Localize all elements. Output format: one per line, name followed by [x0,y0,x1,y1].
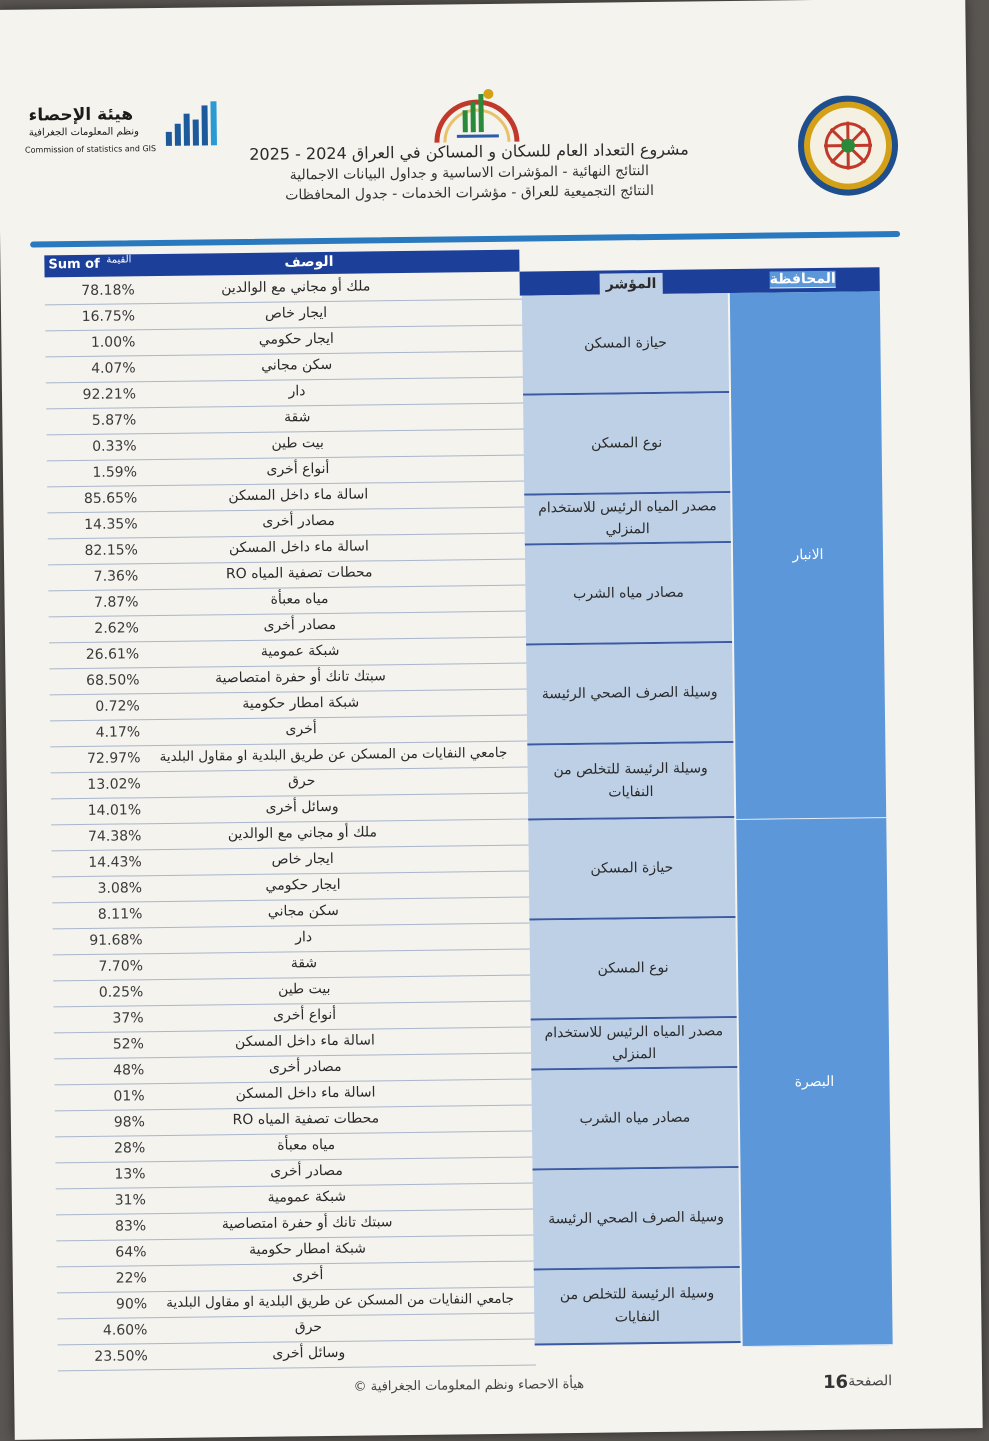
row-description: أنواع أخرى [273,1006,337,1024]
row-value: 26.61% [85,646,140,663]
row-description: مصادر أخرى [263,616,337,634]
row-description: أنواع أخرى [266,460,330,478]
row-description: جامعي النفايات من المسكن عن طريق البلدية او مقاول البلدية [159,744,508,766]
row-value: 2.62% [94,620,139,637]
row-description: شبكة امطار حكومية [242,694,360,713]
row-value: 13% [114,1166,146,1183]
row-description: مصادر أخرى [270,1162,343,1180]
row-description: جامعي النفايات من المسكن عن طريق البلدية او مقاول البلدية [166,1290,515,1311]
header-divider [30,231,900,248]
row-value: 74.38% [87,828,142,845]
row-description: أخرى [285,721,317,738]
indicator-cell: وسيلة الرئيسة للتخلص من النفايات [534,1268,741,1346]
indicator-header: المؤشر [600,273,663,298]
project-title: مشروع التعداد العام للسكان و المساكن في العراق 2024 - 2025 [249,139,689,164]
row-value: 28% [113,1140,146,1157]
row-value: 7.87% [93,594,139,611]
row-description: محطات تصفية المياه RO [225,564,373,583]
row-description: مياه معبأة [270,590,329,608]
page-label: الصفحة [848,1373,893,1390]
row-value: 13.02% [87,776,141,793]
row-value: 01% [113,1088,145,1105]
row-description: وسائل أخرى [272,1344,346,1362]
logo-name-en: Commission of statistics and GIS [24,144,157,155]
row-description: سكن مجاني [267,902,339,920]
row-value: 22% [115,1270,147,1287]
row-value: 1.59% [92,464,138,481]
row-description: مصادر أخرى [268,1058,342,1076]
indicator-cell: وسيلة الصرف الصحي الرئيسة [533,1168,740,1271]
row-value: 85.65% [83,490,138,507]
row-description: مصادر أخرى [262,512,335,530]
indicator-cell: نوع المسكن [529,918,736,1021]
row-value: 90% [115,1296,148,1313]
row-description: مياه معبأة [277,1136,336,1154]
table-header-values [44,250,519,278]
row-value: 14.35% [84,516,138,533]
row-description: محطات تصفية المياه RO [232,1110,380,1129]
row-value: 5.87% [91,412,137,429]
row-value: 37% [112,1010,144,1027]
row-value: 83% [114,1218,147,1235]
indicator-cell: مصادر مياه الشرب [525,543,732,646]
row-description: شقة [284,409,311,426]
row-description: وسائل أخرى [265,798,339,816]
row-value: 23.50% [94,1348,148,1365]
row-value: 14.01% [87,802,142,819]
row-description: حرق [288,773,316,790]
row-description: اسالة ماء داخل المسكن [228,538,369,557]
row-value: 0.25% [98,984,144,1001]
indicator-cell: مصدر المياه الرئيس للاستخدام المنزلي [524,493,731,546]
indicator-cell: مصادر مياه الشرب [531,1068,738,1171]
value-header: القيمة [106,254,132,266]
governorate-cell: البصرة [736,818,892,1347]
row-value: 98% [113,1114,145,1131]
indicator-cell: وسيلة الرئيسة للتخلص من النفايات [527,743,734,821]
row-description: سبتك تانك أو حفرة امتصاصية [221,1214,393,1233]
row-value: 48% [113,1062,145,1079]
row-value: 64% [115,1244,147,1261]
row-description: ايجار حكومي [258,330,334,348]
logo-name-ar: هيئة الإحصاء [28,104,134,126]
commission-logo [18,99,229,182]
row-description: ملك أو مجاني مع الوالدين [227,824,378,843]
row-value: 3.08% [97,880,143,897]
row-description: شقة [290,955,318,972]
row-value: 7.70% [98,958,144,975]
row-description: بيت طين [278,980,331,998]
row-value: 4.07% [91,360,136,377]
row-value: 4.60% [102,1322,148,1339]
row-description: دار [288,383,306,400]
results-subtitle: النتائج النهائية - المؤشرات الاساسية و جداول البيانات الاجمالية [289,163,650,184]
row-description: ايجار خاص [271,850,334,868]
indicator-cell: حيازة المسكن [528,818,735,921]
row-description: بيت طين [271,435,324,452]
logo-sub-ar: ونظم المعلومات الجغرافية [28,126,139,139]
ministry-seal-icon [793,91,902,200]
indicator-cell: نوع المسكن [523,393,730,496]
governorate-column [730,291,893,1347]
row-value: 8.11% [97,906,143,923]
row-value: 91.68% [89,932,143,949]
footer-copyright: هيأة الاحصاء ونظم المعلومات الجغرافية © [353,1376,585,1395]
indicator-column [522,293,741,1345]
row-description: شبكة امطار حكومية [248,1240,366,1258]
row-value: 0.72% [95,698,140,715]
row-description: اسالة ماء داخل المسكن [235,1084,376,1103]
row-description: شبكة عمومية [267,1188,347,1206]
row-value: 31% [114,1192,146,1209]
census-logo-icon [428,70,525,151]
row-value: 16.75% [81,308,136,325]
row-value: 4.17% [95,724,141,741]
bar-chart-logo-icon [163,99,224,150]
row-value: 78.18% [81,282,135,299]
governorate-header: المحافظة [769,270,836,288]
row-value: 92.21% [82,386,137,403]
indicator-cell: مصدر المياه الرئيس للاستخدام المنزلي [531,1018,738,1071]
row-value: 82.15% [84,542,139,559]
description-header: الوصف [284,253,334,271]
row-value: 0.33% [92,438,137,455]
governorate-cell: الانبار [730,291,886,820]
row-description: اسالة ماء داخل المسكن [234,1032,375,1051]
row-description: شبكة عمومية [260,642,340,660]
row-description: سكن مجاني [261,356,333,374]
row-value: 68.50% [86,672,140,689]
table-subtitle: النتائج التجميعية للعراق - مؤشرات الخدمات - جدول المحافظات [285,182,655,204]
row-value: 1.00% [90,334,136,351]
row-description: ايجار خاص [264,304,328,322]
indicator-cell: وسيلة الصرف الصحي الرئيسة [526,643,733,746]
sum-of-header: Sum of [48,256,100,273]
row-value: 14.43% [88,854,142,871]
document-titles [239,139,700,204]
table-row [58,1339,536,1371]
row-value: 7.36% [93,568,139,585]
row-value: 72.97% [86,750,141,767]
page-footer [314,1371,914,1402]
row-description: ملك أو مجاني مع الوالدين [221,278,371,297]
page-number: 16 [822,1371,849,1393]
row-value: 52% [112,1036,145,1053]
row-description: حرق [294,1319,323,1336]
row-description: دار [295,929,313,946]
indicator-cell: حيازة المسكن [522,293,729,396]
row-description: ايجار حكومي [265,876,341,894]
row-description: اسالة ماء داخل المسكن [228,486,369,505]
value-rows [45,274,536,1372]
row-description: أخرى [292,1267,324,1284]
row-description: سبتك تانك أو حفرة امتصاصية [215,668,386,687]
